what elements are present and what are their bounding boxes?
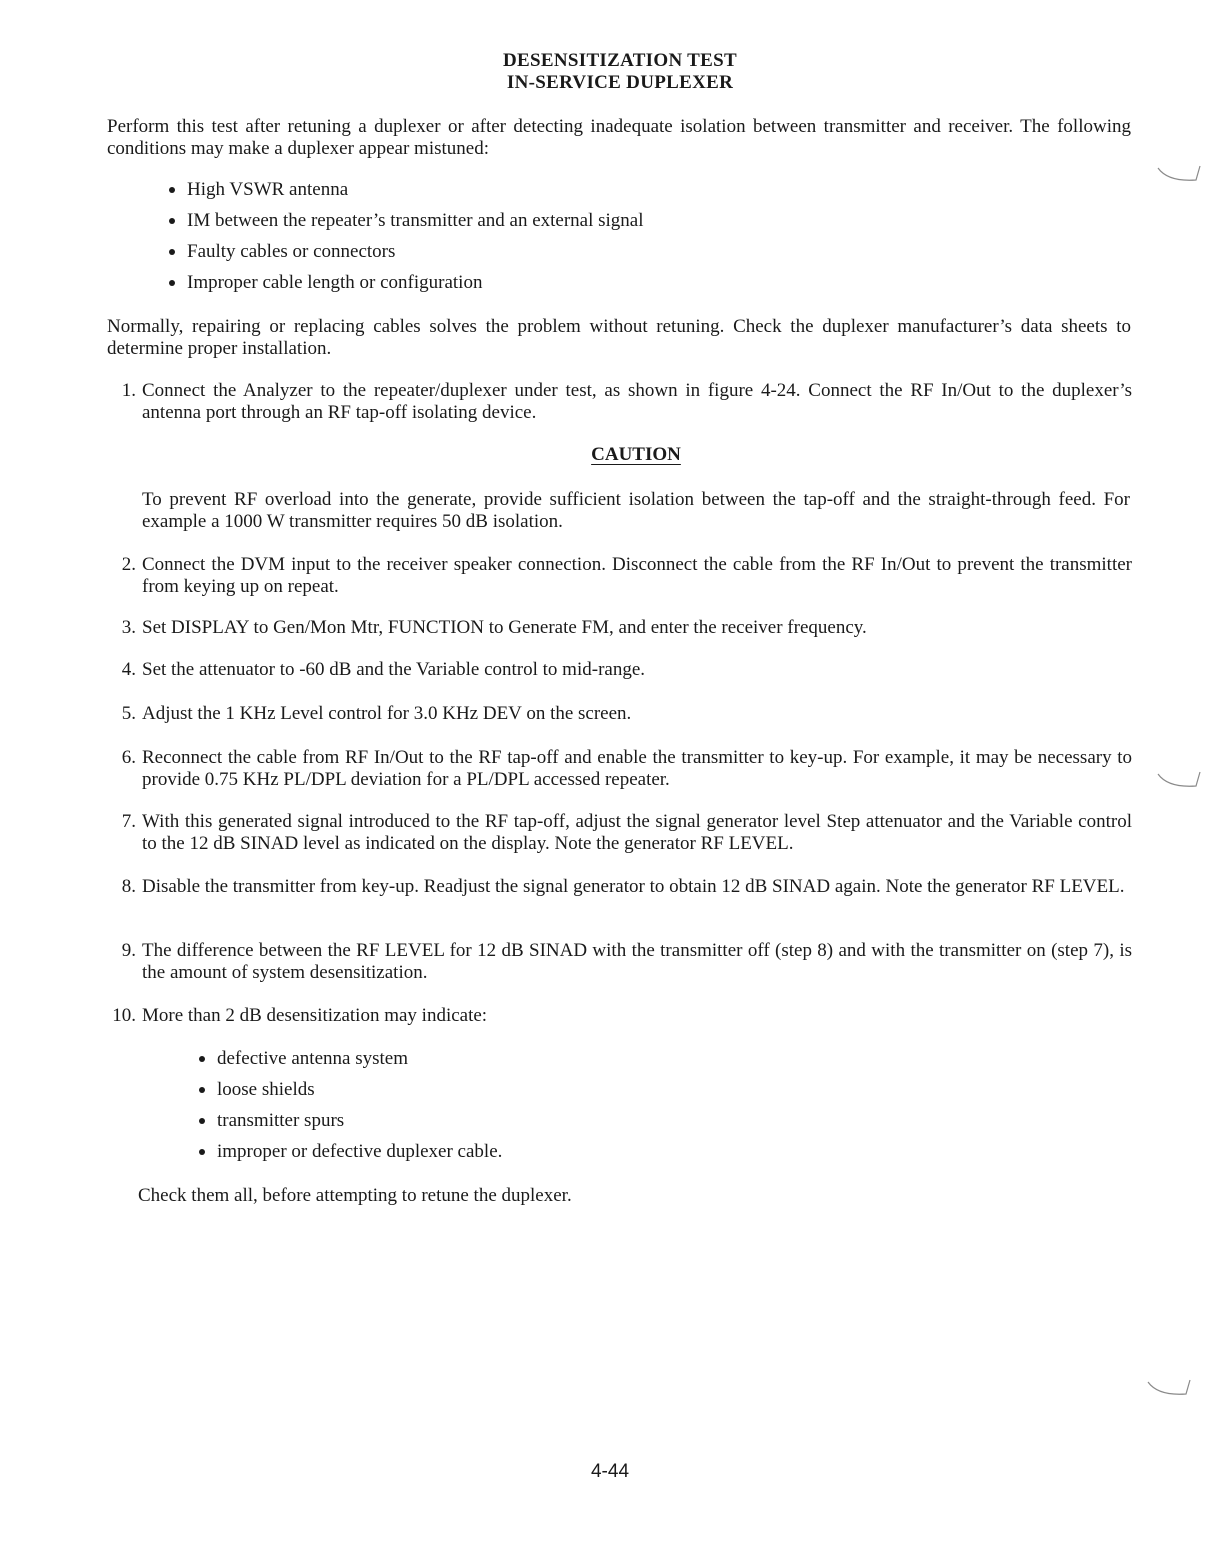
normally-paragraph: Normally, repairing or replacing cables solves the problem without retuning. Check the duplexer manufacturer’s data sheets to determine proper installation. (107, 316, 1131, 359)
intro-paragraph: Perform this test after retuning a duplexer or after detecting inadequate isolation between transmitter and receiver. The following conditions may make a duplexer appear mistuned: (107, 116, 1131, 159)
step-number: 9. (121, 940, 136, 961)
step-5 (98, 703, 1132, 725)
step-text: Disable the transmitter from key-up. Readjust the signal generator to obtain 12 dB SINAD again. Note the generator RF LEVEL. (142, 876, 1125, 897)
step-text: Set DISPLAY to Gen/Mon Mtr, FUNCTION to Generate FM, and enter the receiver frequency. (142, 617, 867, 638)
step-number: 3. (121, 617, 136, 638)
step-6 (98, 747, 1132, 791)
list-item: High VSWR antenna (167, 179, 644, 210)
step-number: 10. (112, 1005, 136, 1026)
binder-hole-mark (1156, 164, 1202, 188)
step-number: 8. (121, 876, 136, 897)
step-number: 7. (121, 811, 136, 832)
step-text: The difference between the RF LEVEL for 12 dB SINAD with the transmitter off (step 8) and with the transmitter on (step 7), is the amount of system desensitization. (142, 940, 1132, 983)
step-text: More than 2 dB desensitization may indicate: (142, 1005, 488, 1026)
list-item: Faulty cables or connectors (167, 241, 644, 272)
caution-text: To prevent RF overload into the generate, provide sufficient isolation between the tap-off and the straight-through feed. For example a 1000 W transmitter requires 50 dB isolation. (142, 489, 1130, 532)
step-8 (98, 876, 1132, 898)
step-text: With this generated signal introduced to the RF tap-off, adjust the signal generator level Step attenuator and the Variable control to the 12 dB SINAD level as indicated on the display. Note the generator RF LEVEL. (142, 811, 1132, 854)
list-item: IM between the repeater’s transmitter and an external signal (167, 210, 644, 241)
caution-heading: CAUTION (591, 444, 681, 465)
page-number: 4-44 (590, 1461, 630, 1482)
binder-hole-mark (1146, 1378, 1192, 1402)
closing-note: Check them all, before attempting to retune the duplexer. (138, 1185, 572, 1206)
step-9 (98, 940, 1132, 984)
step-text: Connect the DVM input to the receiver speaker connection. Disconnect the cable from the RF In/Out to prevent the transmitter from keying up on repeat. (142, 554, 1132, 597)
step-text: Set the attenuator to -60 dB and the Variable control to mid-range. (142, 659, 646, 680)
step-number: 4. (121, 659, 136, 680)
step-text: Connect the Analyzer to the repeater/duplexer under test, as shown in figure 4-24. Connect the RF In/Out to the duplexer’s antenna port through an RF tap-off isolating device. (142, 380, 1132, 423)
step-text: Reconnect the cable from RF In/Out to the RF tap-off and enable the transmitter to key-up. For example, it may be necessary to provide 0.75 KHz PL/DPL deviation for a PL/DPL accessed repeater. (142, 747, 1132, 790)
list-item: improper or defective duplexer cable. (197, 1141, 502, 1172)
step-3 (98, 617, 1132, 639)
step-number: 2. (121, 554, 136, 575)
list-item: loose shields (197, 1079, 502, 1110)
binder-hole-mark (1156, 770, 1202, 794)
step-10 (98, 1005, 1132, 1027)
step-number: 6. (121, 747, 136, 768)
step-text: Adjust the 1 KHz Level control for 3.0 KHz DEV on the screen. (142, 703, 632, 724)
page-title: DESENSITIZATION TEST (503, 50, 737, 71)
page-subtitle: IN-SERVICE DUPLEXER (506, 72, 734, 93)
step-1 (98, 380, 1132, 424)
list-item: defective antenna system (197, 1048, 502, 1079)
desensitization-causes-list (197, 1048, 502, 1172)
list-item: Improper cable length or configuration (167, 272, 644, 303)
step-2 (98, 554, 1132, 598)
step-4 (98, 659, 1132, 681)
list-item: transmitter spurs (197, 1110, 502, 1141)
step-number: 5. (121, 703, 136, 724)
mistune-conditions-list (167, 179, 644, 303)
step-number: 1. (121, 380, 136, 401)
step-7 (98, 811, 1132, 855)
